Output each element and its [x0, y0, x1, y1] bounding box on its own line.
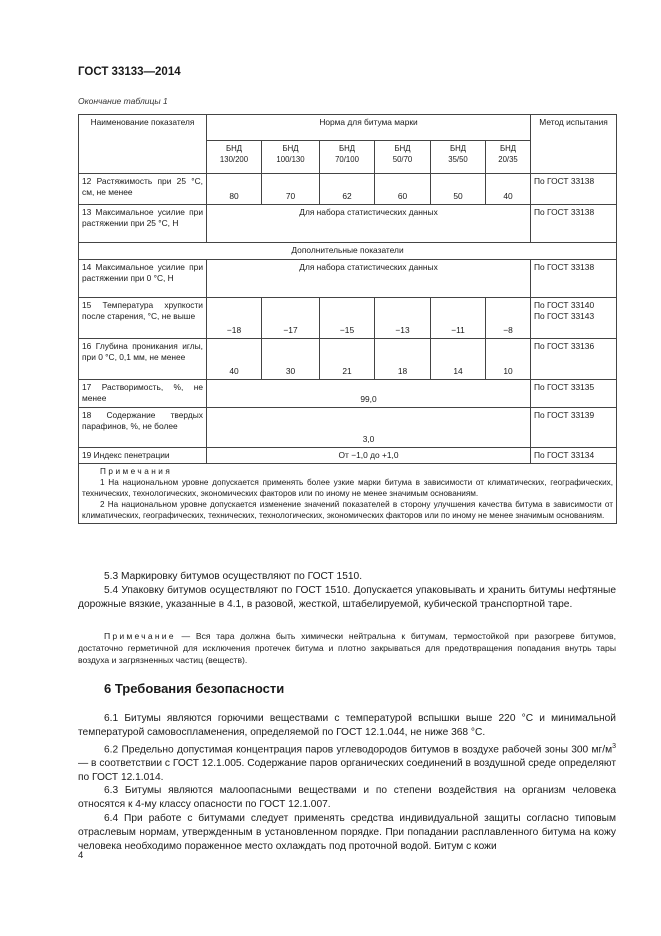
note-text: — Вся тара должна быть химически нейтральна к битумам, термостойкой при разогреве битумов, достаточно герметичной для исключения протечек битума и плотно закрываться для предотвращения попадания внутрь тары воздуха и загрязненных частиц (веществ). — [78, 631, 616, 665]
grade-header: БНД 100/130 — [262, 141, 320, 174]
paragraph-5-3: 5.3 Маркировку битумов осуществляют по ГОСТ 1510. — [104, 571, 363, 582]
grade-header: БНД 35/50 — [431, 141, 486, 174]
row-name: 12 Растяжимость при 25 °С, см, не менее — [79, 174, 207, 205]
header-grade-group: Норма для битума марки — [207, 115, 531, 141]
row-name: 14 Максимальное усилие при растяжении при 0 °С, Н — [79, 260, 207, 298]
section-label: Дополнительные показатели — [79, 243, 617, 260]
page-number: 4 — [78, 850, 84, 861]
table-row — [79, 448, 617, 464]
paragraph-6-1: 6.1 Битумы являются горючими веществами с температурой вспышки выше 220 °С и минимальной температурой самовоспламенения, определяемой по ГОСТ 12.1.044, не ниже 368 °С. — [78, 713, 616, 738]
row-name: 13 Максимальное усилие при растяжении при 25 °С, Н — [79, 205, 207, 243]
paragraph-6-3: 6.3 Битумы являются малоопасными веществами и по степени воздействия на организм человека относятся к 4-му классу опасности по ГОСТ 12.1.007. — [78, 785, 616, 811]
packaging-note — [78, 630, 616, 666]
table-notes — [79, 464, 617, 524]
paragraphs-5 — [78, 570, 616, 611]
value-cell: 14 — [431, 339, 486, 380]
section-title: 6 Требования безопасности — [104, 681, 285, 696]
span-value: Для набора статистических данных — [207, 260, 531, 298]
table-row — [79, 174, 617, 205]
span-value: Для набора статистических данных — [207, 205, 531, 243]
value-cell: 50 — [431, 174, 486, 205]
paragraph-5-4: 5.4 Упаковку битумов осуществляют по ГОСТ 1510. Допускается упаковывать и хранить битумы нефтяные дорожные вязкие, указанные в 4.1, в разовой, жесткой, штабелируемой, кубической транспортной таре. — [78, 584, 616, 610]
method-cell: По ГОСТ 33136 — [531, 339, 617, 380]
value-cell: 60 — [375, 174, 431, 205]
table-row — [79, 380, 617, 408]
value-cell: 18 — [375, 339, 431, 380]
header-name: Наименование показателя — [79, 115, 207, 174]
notes-title: Примечания — [100, 467, 173, 476]
grade-header: БНД 50/70 — [375, 141, 431, 174]
paragraph-6-2: 6.2 Предельно допустимая концентрация паров углеводородов битумов в воздухе рабочей зоны 300 $мг/м^3$ — в соответствии с ГОСТ 12.1.005. Содержание паров органических соединений в воздушной среде определяют по ГОСТ 12.1.014. — [78, 742, 616, 783]
paragraphs-6 — [78, 712, 616, 853]
span-value: От −1,0 до +1,0 — [207, 448, 531, 464]
method-cell: По ГОСТ 33139 — [531, 408, 617, 448]
method-cell: По ГОСТ 33138 — [531, 174, 617, 205]
note-2: 2 На национальном уровне допускается изменение значений показателей в сторону улучшения качества битума в зависимости от климатических, географических, технических, технологических, экономических факторов или по иному не менее значимым основаниям. — [82, 500, 614, 520]
value-cell: −8 — [486, 298, 531, 339]
value-cell: −13 — [375, 298, 431, 339]
note-1: 1 На национальном уровне допускается применять более узкие марки битума в зависимости от климатических, географических, технических, технологических, экономических факторов или по иному не менее значимым основаниям. — [82, 478, 614, 498]
row-name: 16 Глубина проникания иглы, при 0 °С, 0,1 мм, не менее — [79, 339, 207, 380]
value-cell: 40 — [207, 339, 262, 380]
paragraph-6-4: 6.4 При работе с битумами следует применять средства индивидуальной защиты согласно типовым отраслевым нормам, утвержденным в установленном порядке. При попадании расплавленного битума на кожу человека необходимо пораженное место охлаждать под проточной водой. Битум с кожи — [78, 812, 616, 852]
notes-row — [79, 464, 617, 524]
method-cell: По ГОСТ 33140 По ГОСТ 33143 — [531, 298, 617, 339]
value-cell: 21 — [320, 339, 375, 380]
value-cell: −11 — [431, 298, 486, 339]
grade-header: БНД 130/200 — [207, 141, 262, 174]
table-row — [79, 298, 617, 339]
table-row — [79, 260, 617, 298]
document-header: ГОСТ 33133—2014 — [78, 66, 181, 78]
row-name: 18 Содержание твердых парафинов, %, не более — [79, 408, 207, 448]
requirements-table — [78, 114, 617, 524]
value-cell: −17 — [262, 298, 320, 339]
span-value: 3,0 — [207, 408, 531, 448]
row-name: 17 Растворимость, %, не менее — [79, 380, 207, 408]
value-cell: 30 — [262, 339, 320, 380]
table-row — [79, 339, 617, 380]
table-row — [79, 205, 617, 243]
value-cell: 80 — [207, 174, 262, 205]
method-cell: По ГОСТ 33135 — [531, 380, 617, 408]
value-cell: 40 — [486, 174, 531, 205]
row-name: 19 Индекс пенетрации — [79, 448, 207, 464]
grade-header: БНД 20/35 — [486, 141, 531, 174]
method-cell: По ГОСТ 33134 — [531, 448, 617, 464]
span-value: 99,0 — [207, 380, 531, 408]
value-cell: −18 — [207, 298, 262, 339]
method-cell: По ГОСТ 33138 — [531, 205, 617, 243]
table-caption: Окончание таблицы 1 — [78, 96, 168, 106]
section-row — [79, 243, 617, 260]
value-cell: 10 — [486, 339, 531, 380]
table-row — [79, 408, 617, 448]
header-method: Метод испытания — [531, 115, 617, 174]
grade-header: БНД 70/100 — [320, 141, 375, 174]
value-cell: 70 — [262, 174, 320, 205]
value-cell: 62 — [320, 174, 375, 205]
value-cell: −15 — [320, 298, 375, 339]
note-label: Примечание — [104, 631, 176, 641]
method-cell: По ГОСТ 33138 — [531, 260, 617, 298]
row-name: 15 Температура хрупкости после старения, °С, не выше — [79, 298, 207, 339]
